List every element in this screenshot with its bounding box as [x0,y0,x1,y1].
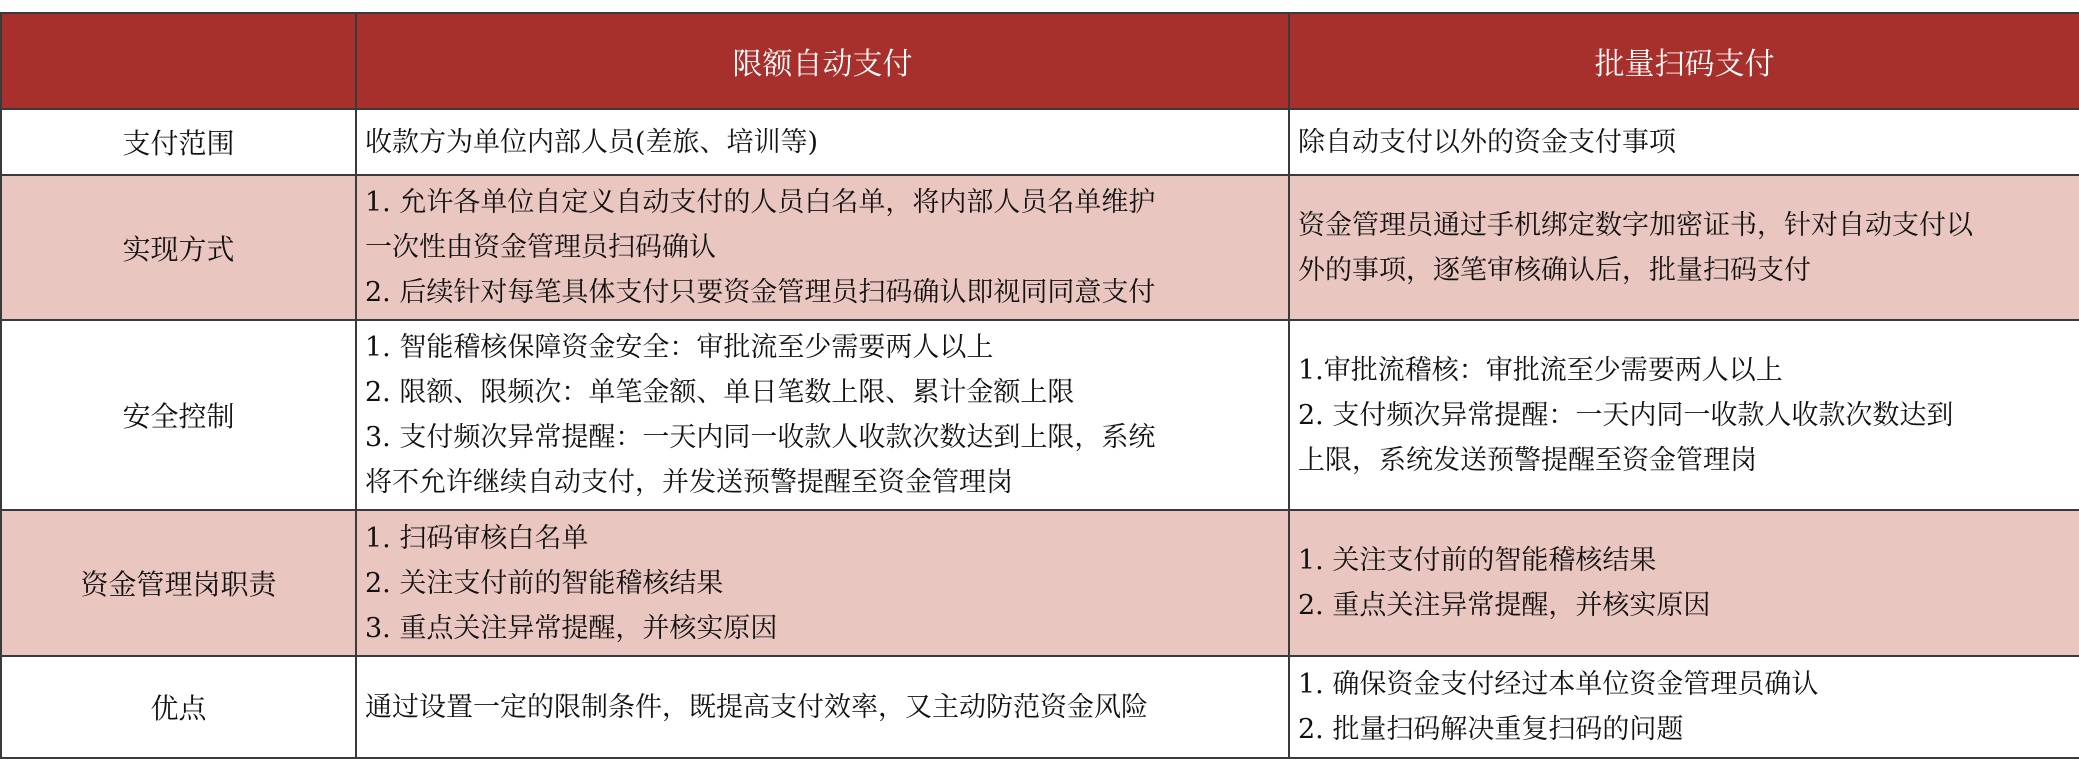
row-payment-scope [1,109,2079,175]
header-auto-payment: 限额自动支付 [356,13,1289,109]
batch-scan-cell [1289,175,2079,320]
cell-line: 2. 限额、限频次：单笔金额、单日笔数上限、累计金额上限 [365,377,1075,408]
auto-payment-cell [356,109,1289,175]
batch-scan-cell [1289,656,2079,758]
header-corner-cell [1,13,356,109]
auto-payment-cell [356,320,1289,510]
cell-line: 2. 重点关注异常提醒，并核实原因 [1298,590,1711,621]
header-row [1,13,2079,109]
auto-payment-cell [356,175,1289,320]
auto-payment-cell [356,656,1289,758]
cell-line: 一次性由资金管理员扫码确认 [365,232,716,263]
cell-line: 2. 支付频次异常提醒：一天内同一收款人收款次数达到 [1298,399,1954,431]
row-advantages [1,656,2079,758]
row-label: 资金管理岗职责 [1,510,356,656]
cell-line: 3. 重点关注异常提醒，并核实原因 [365,612,778,644]
payment-comparison-table [0,12,2079,759]
cell-line: 收款方为单位内部人员(差旅、培训等) [365,126,819,158]
cell-line: 1. 扫码审核白名单 [365,522,589,554]
cell-line: 除自动支付以外的资金支付事项 [1298,126,1676,158]
row-fund-manager-duties [1,510,2079,656]
cell-line: 通过设置一定的限制条件，既提高支付效率，又主动防范资金风险 [365,691,1148,723]
cell-line: 2. 后续针对每笔具体支付只要资金管理员扫码确认即视同同意支付 [365,277,1156,308]
row-security-control [1,320,2079,510]
header-batch-scan-payment: 批量扫码支付 [1289,13,2079,109]
cell-line: 2. 关注支付前的智能稽核结果 [365,567,724,599]
batch-scan-cell [1289,510,2079,656]
cell-line: 上限，系统发送预警提醒至资金管理岗 [1298,444,1757,476]
cell-line: 将不允许继续自动支付，并发送预警提醒至资金管理岗 [365,467,1013,498]
cell-line: 外的事项，逐笔审核确认后，批量扫码支付 [1298,254,1811,286]
cell-line: 1. 允许各单位自定义自动支付的人员白名单，将内部人员名单维护 [365,187,1156,218]
cell-line: 2. 批量扫码解决重复扫码的问题 [1298,714,1684,745]
row-label: 优点 [1,656,356,758]
batch-scan-cell [1289,109,2079,175]
cell-line: 1. 关注支付前的智能稽核结果 [1298,545,1657,576]
cell-line: 1. 智能稽核保障资金安全：审批流至少需要两人以上 [365,332,994,363]
row-label: 支付范围 [1,109,356,175]
auto-payment-cell [356,510,1289,656]
row-label: 实现方式 [1,175,356,320]
batch-scan-cell [1289,320,2079,510]
row-label: 安全控制 [1,320,356,510]
cell-line: 3. 支付频次异常提醒：一天内同一收款人收款次数达到上限，系统 [365,422,1156,453]
comparison-table-container [0,12,2079,745]
cell-line: 1.审批流稽核：审批流至少需要两人以上 [1298,354,1783,386]
cell-line: 1. 确保资金支付经过本单位资金管理员确认 [1298,669,1819,700]
cell-line: 资金管理员通过手机绑定数字加密证书，针对自动支付以 [1298,209,1973,241]
row-implementation [1,175,2079,320]
